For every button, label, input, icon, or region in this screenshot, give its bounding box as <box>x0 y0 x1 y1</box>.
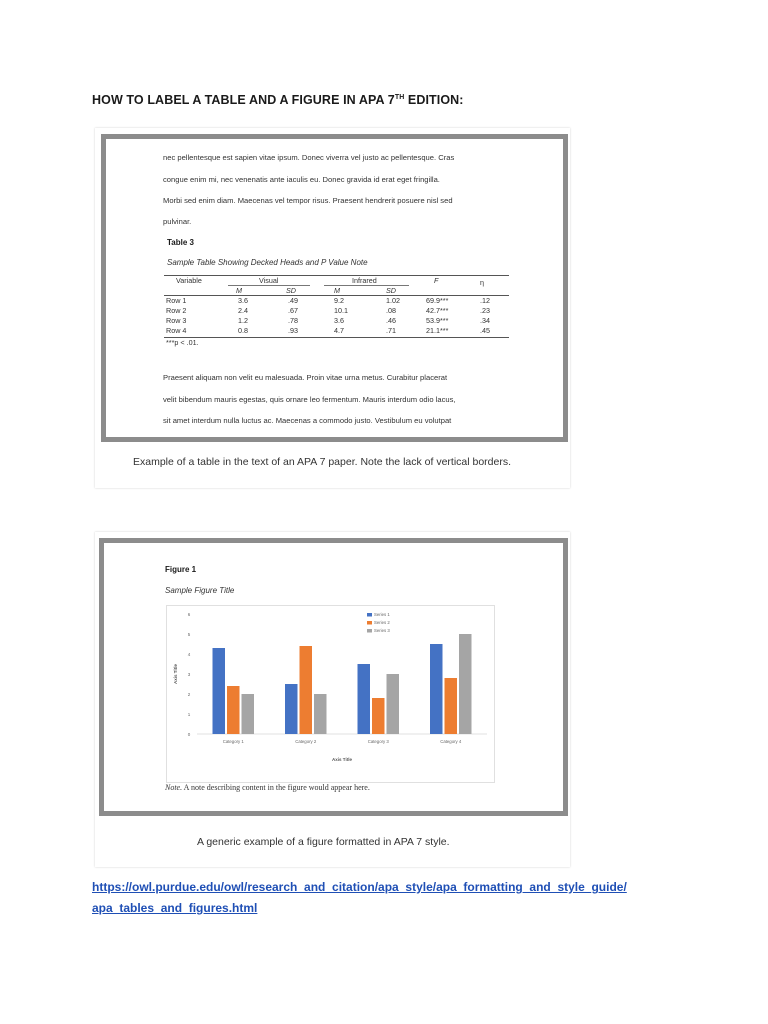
paragraph-line: nec pellentesque est sapien vitae ipsum. Donec viverra vel justo ac pellentesque. Cras <box>163 153 455 162</box>
table-note: ***p < .01. <box>166 338 199 347</box>
bar-series-1 <box>213 648 226 734</box>
header-eta: η <box>480 278 484 287</box>
header-variable: Variable <box>176 276 202 285</box>
figure-example-frame <box>99 538 568 816</box>
table-caption: Example of a table in the text of an APA 7 paper. Note the lack of vertical borders. <box>133 456 512 468</box>
bar-chart <box>167 606 494 782</box>
row-label: Row 3 <box>166 316 187 325</box>
bar-series-3 <box>459 634 472 734</box>
bar-series-1 <box>430 644 443 734</box>
y-tick-label: 6 <box>187 612 191 617</box>
x-tick-label: Category 2 <box>295 739 317 744</box>
bar-series-2 <box>445 678 458 734</box>
table-cell: 9.2 <box>334 296 344 305</box>
paragraph-line: congue enim mi, nec venenatis ante iaculis eu. Donec gravida id erat eget fringilla. <box>163 175 440 184</box>
table-cell: 42.7*** <box>426 306 449 315</box>
y-tick-label: 4 <box>187 652 191 657</box>
table-cell: .23 <box>480 306 490 315</box>
bar-series-2 <box>372 698 385 734</box>
bar-series-1 <box>285 684 298 734</box>
y-tick-label: 0 <box>187 732 191 737</box>
y-tick-label: 3 <box>187 672 191 677</box>
x-tick-label: Category 1 <box>222 739 244 744</box>
table-cell: .34 <box>480 316 490 325</box>
header-sd: SD <box>286 286 296 295</box>
row-label: Row 4 <box>166 326 187 335</box>
table-cell: .78 <box>288 316 298 325</box>
table-cell: .67 <box>288 306 298 315</box>
table-cell: .93 <box>288 326 298 335</box>
bar-series-3 <box>314 694 327 734</box>
table-cell: 4.7 <box>334 326 344 335</box>
paragraph-line: Morbi sed enim diam. Maecenas vel tempor risus. Praesent hendrerit posuere nisl sed <box>163 196 453 205</box>
y-tick-label: 2 <box>187 692 191 697</box>
table-cell: .49 <box>288 296 298 305</box>
table-cell: 1.02 <box>386 296 400 305</box>
table-cell: 3.6 <box>238 296 248 305</box>
figure-title: Sample Figure Title <box>165 586 235 595</box>
x-tick-label: Category 4 <box>440 739 462 744</box>
y-tick-label: 5 <box>187 632 191 637</box>
y-tick-label: 1 <box>187 712 191 717</box>
x-axis-title: Axis Title <box>332 757 352 762</box>
note-prefix: Note. <box>165 783 183 792</box>
paragraph-line: pulvinar. <box>163 217 192 226</box>
table-cell: 0.8 <box>238 326 248 335</box>
figure-label: Figure 1 <box>165 565 197 574</box>
bar-series-1 <box>358 664 371 734</box>
legend-swatch <box>367 621 372 625</box>
source-link-continued[interactable]: apa_tables_and_figures.html <box>92 901 258 915</box>
legend-label: Series 3 <box>374 628 390 633</box>
note-text: A note describing content in the figure would appear here. <box>182 783 370 792</box>
page-heading: HOW TO LABEL A TABLE AND A FIGURE IN APA 7TH EDITION: <box>92 93 464 107</box>
figure-note <box>165 783 370 792</box>
table-example-image <box>95 128 570 488</box>
figure-caption: A generic example of a figure formatted in APA 7 style. <box>197 836 450 848</box>
heading-superscript: TH <box>394 94 405 101</box>
legend-swatch <box>367 629 372 633</box>
table-cell: 10.1 <box>334 306 348 315</box>
y-axis-title: Axis Title <box>173 664 178 684</box>
bar-chart-area <box>166 605 495 783</box>
bar-series-3 <box>242 694 255 734</box>
paragraph-line: Praesent aliquam non velit eu malesuada. Proin vitae urna metus. Curabitur placerat <box>163 373 448 382</box>
table-cell: 53.9*** <box>426 316 449 325</box>
paragraph-line: velit bibendum mauris egestas, quis ornare leo fermentum. Mauris interdum odio lacus, <box>163 395 456 404</box>
figure-example-image <box>95 532 570 867</box>
header-m: M <box>334 286 340 295</box>
table-cell: 2.4 <box>238 306 248 315</box>
table-cell: 3.6 <box>334 316 344 325</box>
source-link[interactable]: https://owl.purdue.edu/owl/research_and_citation/apa_style/apa_formatting_and_style_guide/ <box>92 880 627 894</box>
table-cell: .08 <box>386 306 396 315</box>
table-cell: 69.9*** <box>426 296 449 305</box>
table-cell: 1.2 <box>238 316 248 325</box>
bar-series-2 <box>227 686 240 734</box>
row-label: Row 2 <box>166 306 187 315</box>
table-cell: .71 <box>386 326 396 335</box>
header-infrared: Infrared <box>352 276 377 285</box>
table-cell: 21.1*** <box>426 326 449 335</box>
table-title: Sample Table Showing Decked Heads and P Value Note <box>167 258 368 267</box>
header-m: M <box>236 286 242 295</box>
table-cell: .12 <box>480 296 490 305</box>
row-label: Row 1 <box>166 296 187 305</box>
header-sd: SD <box>386 286 396 295</box>
header-visual: Visual <box>259 276 279 285</box>
legend-label: Series 2 <box>374 620 390 625</box>
paragraph-line: sit amet interdum nulla luctus ac. Maecenas a commodo justo. Vestibulum eu volutpat <box>163 416 452 425</box>
table-cell: .45 <box>480 326 490 335</box>
legend-swatch <box>367 613 372 617</box>
bar-series-3 <box>387 674 400 734</box>
table-bottom-rule <box>164 337 509 338</box>
table-cell: .46 <box>386 316 396 325</box>
legend-label: Series 1 <box>374 612 390 617</box>
bar-series-2 <box>300 646 313 734</box>
table-top-rule <box>164 275 509 276</box>
table-example-frame <box>101 134 568 442</box>
header-f: F <box>434 276 439 285</box>
table-label: Table 3 <box>167 238 194 247</box>
x-tick-label: Category 3 <box>367 739 389 744</box>
